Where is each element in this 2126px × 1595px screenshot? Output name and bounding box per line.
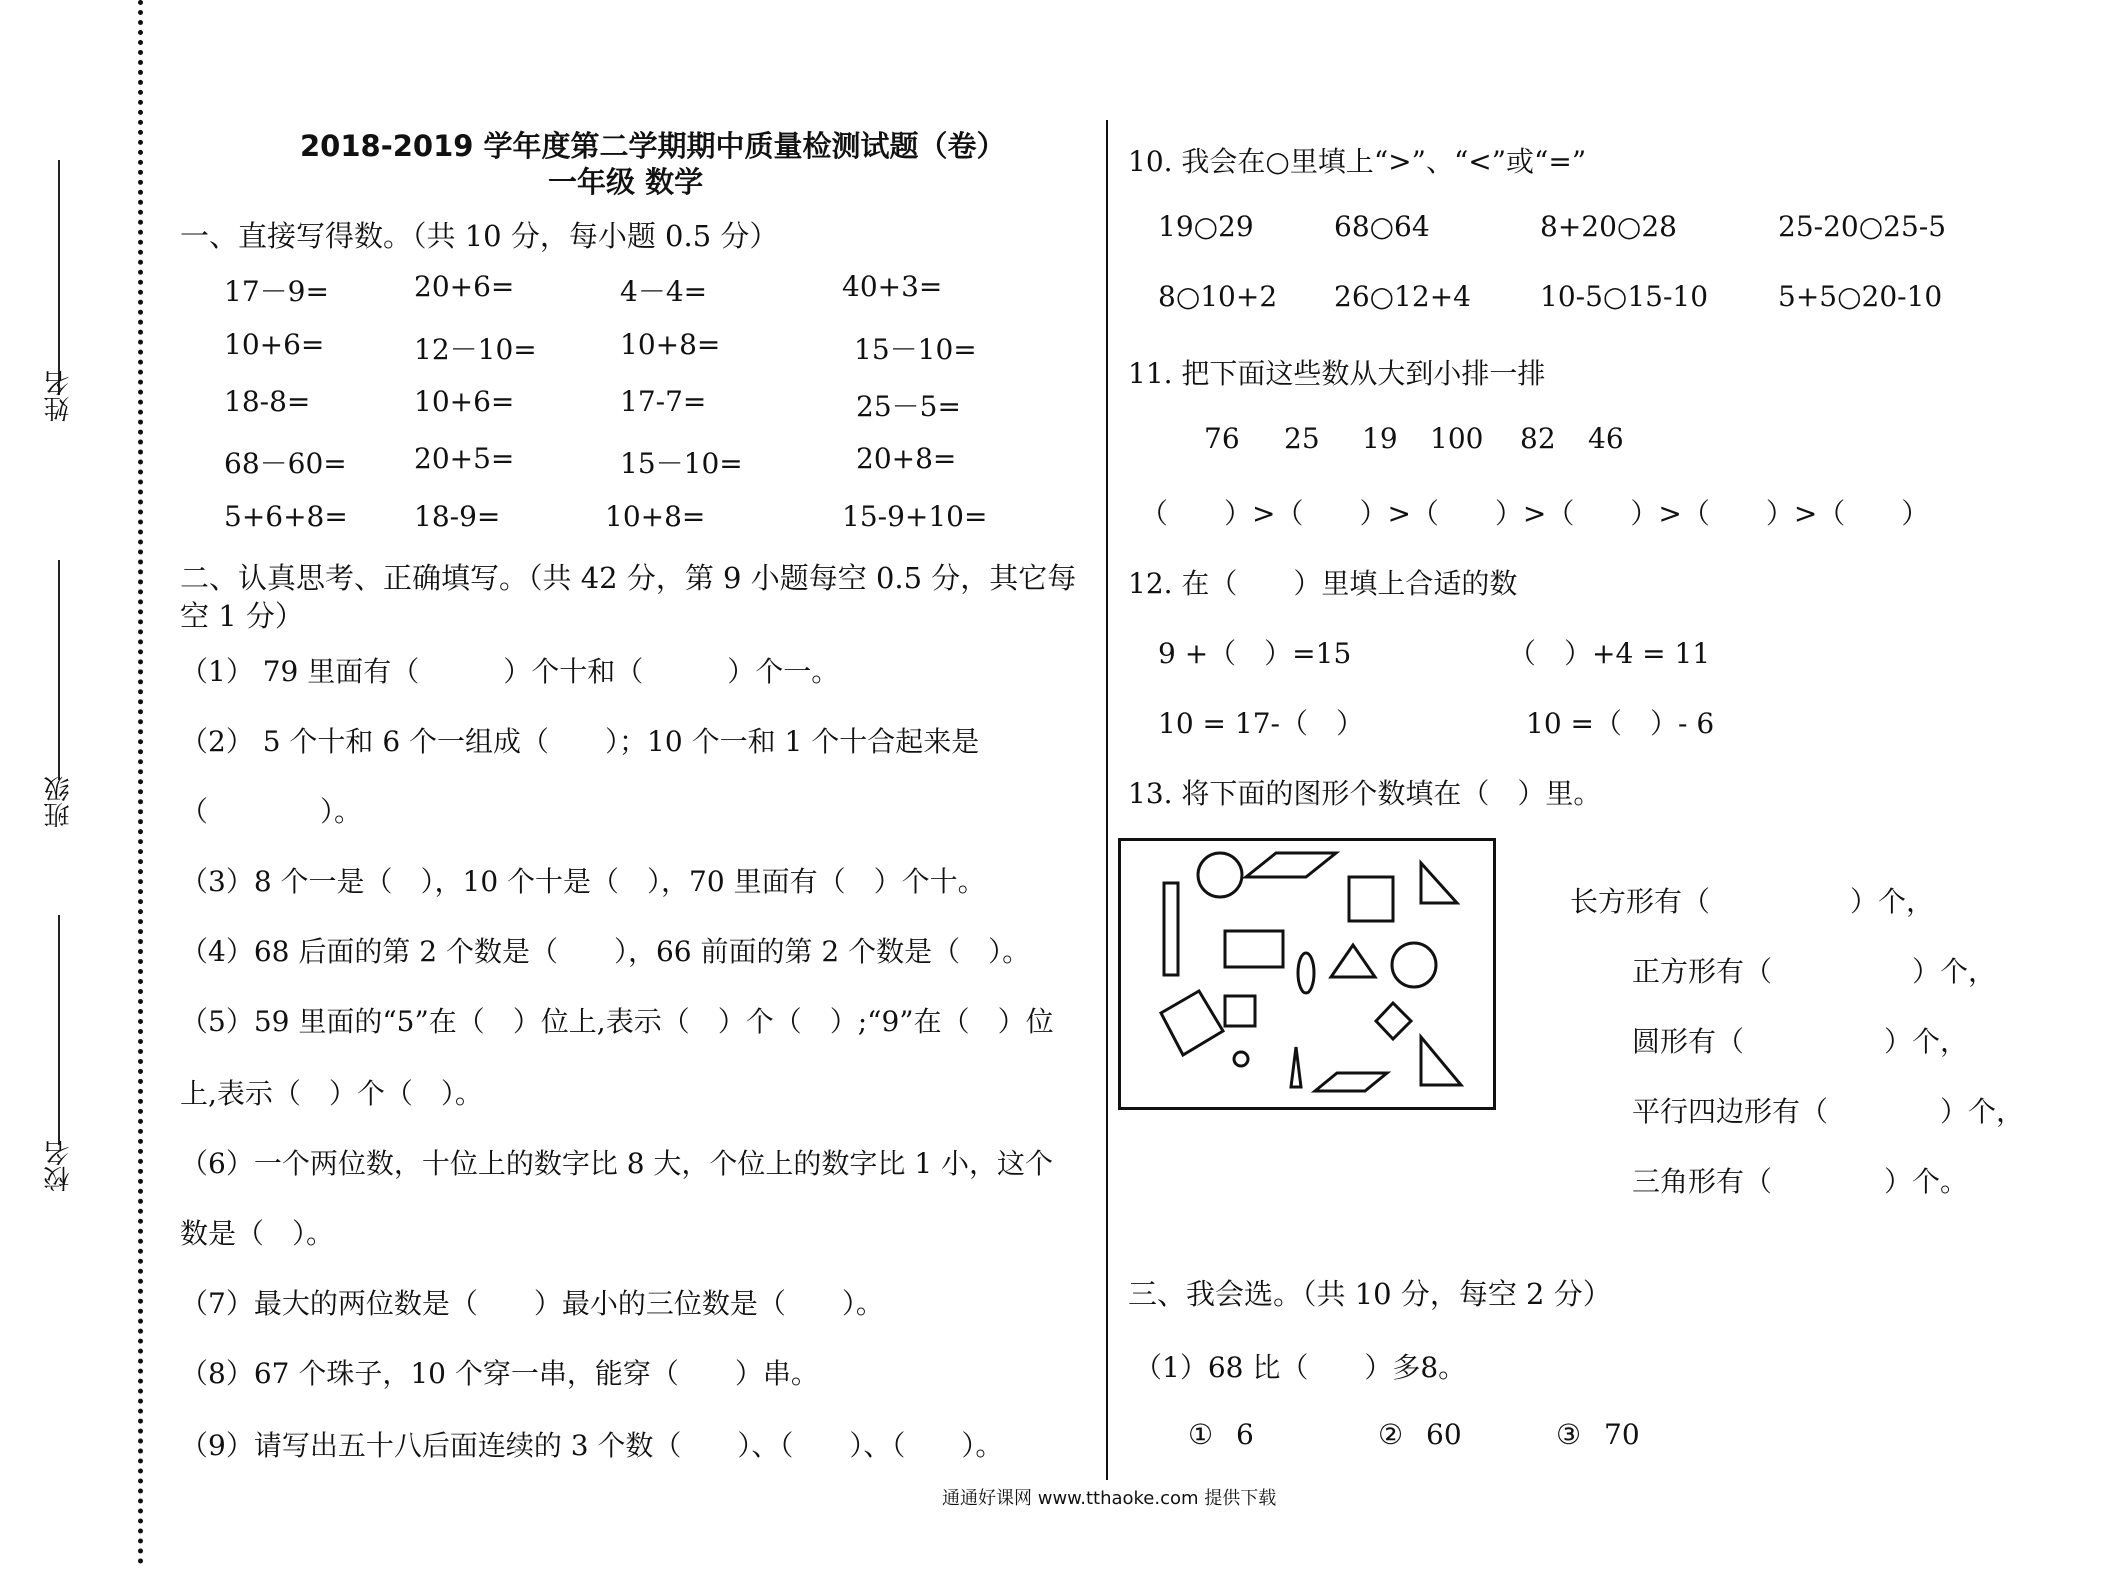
calc-item: 40+3= bbox=[842, 270, 943, 303]
compare-item: 8+20○28 bbox=[1540, 210, 1677, 243]
exam-subtitle: 一年级 数学 bbox=[548, 165, 704, 199]
calc-item: 15－10= bbox=[854, 333, 977, 366]
rectangle-count: 长方形有（ ）个， bbox=[1570, 885, 1935, 918]
choice-question-1: （1）68 比（ ）多8。 bbox=[1134, 1351, 1467, 1384]
oval-shape bbox=[1298, 953, 1314, 993]
calc-item: 18-9= bbox=[414, 500, 501, 533]
section2-heading-cont: 空 1 分） bbox=[180, 599, 304, 633]
school-label: 校名 bbox=[44, 1140, 74, 1192]
compare-item: 8○10+2 bbox=[1158, 280, 1278, 313]
compare-item: 10-5○15-10 bbox=[1540, 280, 1709, 313]
parallelogram-shape bbox=[1246, 853, 1336, 877]
shapes-svg bbox=[1121, 841, 1493, 1107]
q13-heading: 13. 将下面的图形个数填在（ ）里。 bbox=[1128, 777, 1602, 810]
choice-option: ② 60 bbox=[1378, 1418, 1462, 1451]
question-7: （7）最大的两位数是（ ）最小的三位数是（ ）。 bbox=[180, 1287, 884, 1320]
calc-item: 18-8= bbox=[224, 385, 311, 418]
tall-rectangle-shape bbox=[1164, 883, 1178, 975]
school-write-line bbox=[58, 915, 60, 1145]
name-write-line bbox=[58, 160, 60, 395]
rectangle-shape bbox=[1225, 931, 1283, 967]
calc-item: 10+6= bbox=[224, 328, 325, 361]
calc-item: 10+6= bbox=[414, 385, 515, 418]
right-triangle-shape bbox=[1421, 1037, 1461, 1085]
binding-dotted-line bbox=[138, 0, 143, 1565]
fill-item: 10 = 17-（ ） bbox=[1158, 707, 1364, 740]
thin-triangle-shape bbox=[1291, 1047, 1301, 1087]
triangle-count: 三角形有（ ）个。 bbox=[1632, 1165, 1969, 1198]
fill-item: （ ）+4 = 11 bbox=[1508, 637, 1711, 670]
sort-number: 100 bbox=[1430, 422, 1484, 455]
circle-count: 圆形有（ ）个， bbox=[1632, 1025, 1969, 1058]
parallelogram-shape bbox=[1315, 1073, 1387, 1091]
compare-item: 5+5○20-10 bbox=[1778, 280, 1943, 313]
calc-item: 5+6+8= bbox=[224, 500, 348, 533]
compare-item: 25-20○25-5 bbox=[1778, 210, 1947, 243]
question-2: （2） 5 个十和 6 个一组成（ ）；10 个一和 1 个十合起来是 bbox=[180, 725, 980, 758]
calc-item: 20+5= bbox=[414, 442, 515, 475]
fill-item: 10 =（ ）- 6 bbox=[1526, 707, 1715, 740]
square-count: 正方形有（ ）个， bbox=[1632, 955, 1997, 988]
sort-number: 76 bbox=[1204, 422, 1240, 455]
sort-number: 46 bbox=[1588, 422, 1624, 455]
question-6-cont: 数是（ ）。 bbox=[180, 1217, 335, 1250]
calc-item: 17－9= bbox=[224, 275, 329, 308]
q10-heading: 10. 我会在○里填上“>”、“<”或“=” bbox=[1128, 145, 1587, 178]
shape-figure bbox=[1118, 838, 1496, 1110]
square-shape bbox=[1349, 877, 1393, 921]
right-triangle-shape bbox=[1421, 863, 1457, 903]
section3-heading: 三、我会选。（共 10 分，每空 2 分） bbox=[1128, 1277, 1612, 1311]
sort-number: 25 bbox=[1284, 422, 1320, 455]
calc-item: 25－5= bbox=[856, 390, 961, 423]
question-2-cont: （ ）。 bbox=[180, 795, 363, 828]
section2-heading: 二、认真思考、正确填写。（共 42 分，第 9 小题每空 0.5 分，其它每 bbox=[180, 561, 1077, 595]
question-9: （9）请写出五十八后面连续的 3 个数（ ）、（ ）、（ ）。 bbox=[180, 1429, 1004, 1462]
compare-item: 26○12+4 bbox=[1334, 280, 1471, 313]
parallelogram-count: 平行四边形有（ ）个， bbox=[1632, 1095, 2025, 1128]
class-write-line bbox=[58, 560, 60, 780]
calc-item: 10+8= bbox=[620, 328, 721, 361]
calc-item: 15-9+10= bbox=[842, 500, 988, 533]
class-label: 班级 bbox=[44, 776, 74, 828]
footer-credit: 通通好课网 www.tthaoke.com 提供下载 bbox=[942, 1488, 1277, 1509]
calc-item: 20+6= bbox=[414, 270, 515, 303]
question-3: （3）8 个一是（ ），10 个十是（ ），70 里面有（ ）个十。 bbox=[180, 865, 986, 898]
question-5: （5）59 里面的“5”在（ ）位上,表示（ ）个（ ）;“9”在（ ）位 bbox=[180, 1005, 1054, 1038]
name-label: 姓名 bbox=[44, 370, 74, 422]
compare-item: 68○64 bbox=[1334, 210, 1430, 243]
tilted-rectangle-shape bbox=[1161, 991, 1223, 1055]
calc-item: 17-7= bbox=[620, 385, 707, 418]
choice-option: ① 6 bbox=[1188, 1418, 1254, 1451]
calc-item: 4－4= bbox=[620, 275, 708, 308]
sort-number: 19 bbox=[1362, 422, 1398, 455]
calc-item: 15－10= bbox=[620, 447, 743, 480]
q12-heading: 12. 在（ ）里填上合适的数 bbox=[1128, 567, 1518, 600]
exam-title: 2018-2019 学年度第二学期期中质量检测试题（卷） bbox=[300, 129, 1006, 163]
question-4: （4）68 后面的第 2 个数是（ ），66 前面的第 2 个数是（ ）。 bbox=[180, 935, 1031, 968]
calc-item: 10+8= bbox=[605, 500, 706, 533]
section1-heading: 一、直接写得数。（共 10 分，每小题 0.5 分） bbox=[180, 219, 779, 253]
diamond-square-shape bbox=[1376, 1003, 1411, 1039]
column-divider bbox=[1106, 120, 1108, 1480]
sort-order-line: （ ）>（ ）>（ ）>（ ）>（ ）>（ ） bbox=[1140, 497, 1930, 530]
small-square-shape bbox=[1225, 996, 1255, 1026]
small-circle-shape bbox=[1234, 1052, 1248, 1066]
question-5-cont: 上,表示（ ）个（ ）。 bbox=[180, 1077, 483, 1110]
sort-number: 82 bbox=[1520, 422, 1556, 455]
choice-option: ③ 70 bbox=[1556, 1418, 1640, 1451]
compare-item: 19○29 bbox=[1158, 210, 1254, 243]
question-8: （8）67 个珠子，10 个穿一串，能穿（ ）串。 bbox=[180, 1357, 819, 1390]
triangle-shape bbox=[1331, 945, 1375, 977]
circle-shape bbox=[1198, 853, 1242, 897]
question-6: （6）一个两位数，十位上的数字比 8 大，个位上的数字比 1 小，这个 bbox=[180, 1147, 1054, 1180]
q11-heading: 11. 把下面这些数从大到小排一排 bbox=[1128, 357, 1546, 390]
calc-item: 20+8= bbox=[856, 442, 957, 475]
fill-item: 9 +（ ）=15 bbox=[1158, 637, 1352, 670]
calc-item: 68－60= bbox=[224, 447, 347, 480]
question-1: （1） 79 里面有（ ）个十和（ ）个一。 bbox=[180, 655, 840, 688]
calc-item: 12－10= bbox=[414, 333, 537, 366]
circle-shape bbox=[1392, 943, 1436, 987]
